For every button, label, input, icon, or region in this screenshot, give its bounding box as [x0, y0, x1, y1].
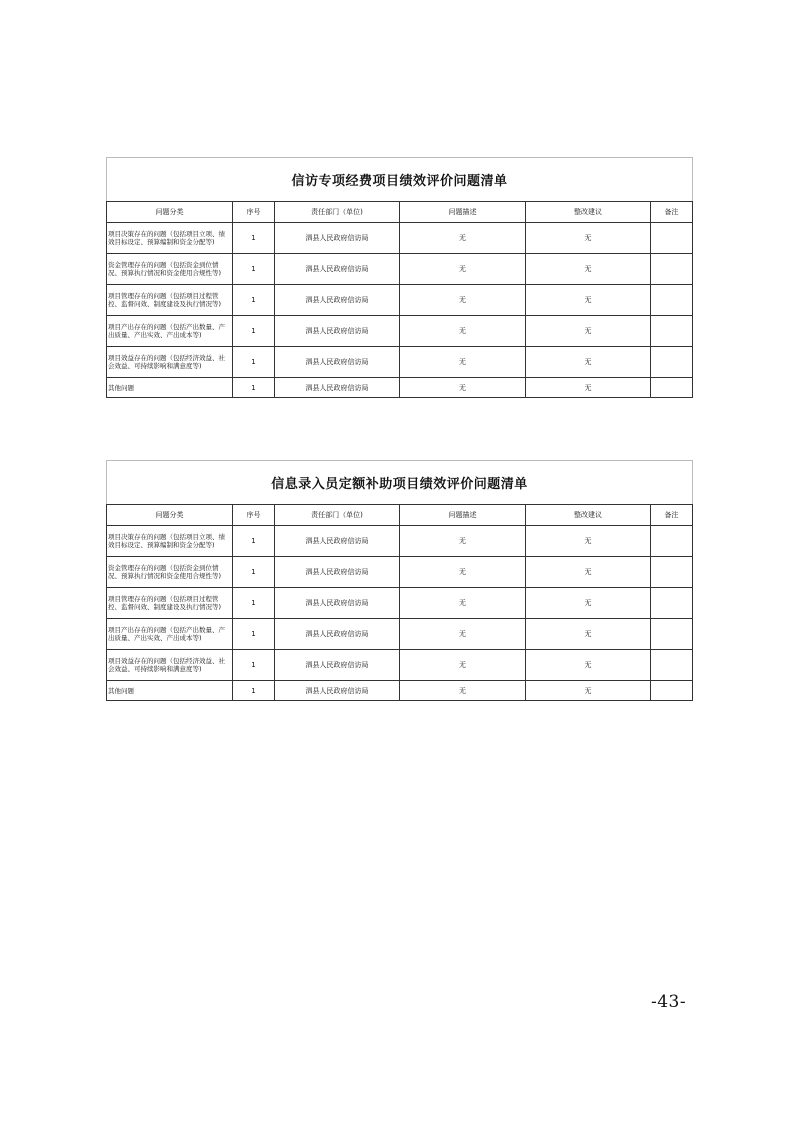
cell-category: 项目决策存在的问题（包括项目立项、绩效目标设定、预算编制和资金分配等) [107, 223, 233, 254]
cell-description: 无 [400, 588, 526, 619]
table-row [107, 619, 693, 650]
cell-note [651, 347, 693, 378]
cell-number: 1 [233, 619, 275, 650]
cell-category: 项目管理存在的问题（包括项目过程管控、监督问效、制度建设及执行情况等) [107, 588, 233, 619]
cell-category: 其他问题 [107, 681, 233, 701]
cell-suggestion: 无 [526, 681, 651, 701]
cell-category: 资金管理存在的问题（包括资金到位情况、预算执行情况和资金使用合规性等) [107, 557, 233, 588]
cell-number: 1 [233, 650, 275, 681]
cell-note [651, 619, 693, 650]
cell-suggestion: 无 [526, 316, 651, 347]
header-category: 问题分类 [107, 505, 233, 526]
cell-category: 项目效益存在的问题（包括经济效益、社会效益、可持续影响和满意度等) [107, 347, 233, 378]
header-department: 责任部门（单位) [275, 202, 400, 223]
header-description: 问题描述 [400, 505, 526, 526]
table-title: 信息录入员定额补助项目绩效评价问题清单 [107, 461, 693, 505]
cell-suggestion: 无 [526, 347, 651, 378]
cell-department: 泗县人民政府信访局 [275, 619, 400, 650]
table-row [107, 378, 693, 398]
cell-department: 泗县人民政府信访局 [275, 681, 400, 701]
table-row [107, 526, 693, 557]
cell-note [651, 285, 693, 316]
cell-suggestion: 无 [526, 619, 651, 650]
cell-category: 其他问题 [107, 378, 233, 398]
cell-description: 无 [400, 681, 526, 701]
cell-category: 项目产出存在的问题（包括产出数量、产出质量、产出实效、产出成本等) [107, 316, 233, 347]
table-row [107, 588, 693, 619]
cell-department: 泗县人民政府信访局 [275, 347, 400, 378]
header-suggestion: 整改建议 [526, 202, 651, 223]
header-description: 问题描述 [400, 202, 526, 223]
cell-description: 无 [400, 223, 526, 254]
header-suggestion: 整改建议 [526, 505, 651, 526]
cell-description: 无 [400, 316, 526, 347]
page-number: -43- [651, 992, 687, 1012]
table-header-row [107, 202, 693, 223]
issue-table-1 [106, 157, 693, 398]
cell-description: 无 [400, 619, 526, 650]
cell-department: 泗县人民政府信访局 [275, 557, 400, 588]
cell-number: 1 [233, 347, 275, 378]
cell-number: 1 [233, 588, 275, 619]
issue-table-2 [106, 460, 693, 701]
cell-suggestion: 无 [526, 223, 651, 254]
cell-suggestion: 无 [526, 588, 651, 619]
header-number: 序号 [233, 505, 275, 526]
cell-number: 1 [233, 378, 275, 398]
cell-suggestion: 无 [526, 254, 651, 285]
cell-department: 泗县人民政府信访局 [275, 254, 400, 285]
cell-number: 1 [233, 285, 275, 316]
table-row [107, 285, 693, 316]
table-row [107, 223, 693, 254]
cell-department: 泗县人民政府信访局 [275, 650, 400, 681]
cell-department: 泗县人民政府信访局 [275, 526, 400, 557]
cell-category: 项目决策存在的问题（包括项目立项、绩效目标设定、预算编制和资金分配等) [107, 526, 233, 557]
cell-note [651, 526, 693, 557]
cell-suggestion: 无 [526, 557, 651, 588]
cell-description: 无 [400, 347, 526, 378]
cell-department: 泗县人民政府信访局 [275, 223, 400, 254]
cell-note [651, 378, 693, 398]
cell-description: 无 [400, 526, 526, 557]
table-row [107, 650, 693, 681]
cell-note [651, 588, 693, 619]
cell-note [651, 223, 693, 254]
cell-description: 无 [400, 557, 526, 588]
cell-department: 泗县人民政府信访局 [275, 285, 400, 316]
cell-description: 无 [400, 285, 526, 316]
cell-category: 资金管理存在的问题（包括资金到位情况、预算执行情况和资金使用合规性等) [107, 254, 233, 285]
cell-number: 1 [233, 526, 275, 557]
cell-description: 无 [400, 254, 526, 285]
header-department: 责任部门（单位) [275, 505, 400, 526]
cell-department: 泗县人民政府信访局 [275, 316, 400, 347]
table-title: 信访专项经费项目绩效评价问题清单 [107, 158, 693, 202]
table-row [107, 254, 693, 285]
header-category: 问题分类 [107, 202, 233, 223]
cell-note [651, 557, 693, 588]
header-note: 备注 [651, 202, 693, 223]
cell-number: 1 [233, 223, 275, 254]
cell-number: 1 [233, 254, 275, 285]
cell-suggestion: 无 [526, 285, 651, 316]
cell-note [651, 681, 693, 701]
cell-note [651, 316, 693, 347]
cell-number: 1 [233, 557, 275, 588]
cell-category: 项目管理存在的问题（包括项目过程管控、监督问效、制度建设及执行情况等) [107, 285, 233, 316]
cell-note [651, 650, 693, 681]
cell-department: 泗县人民政府信访局 [275, 588, 400, 619]
table-row [107, 316, 693, 347]
header-number: 序号 [233, 202, 275, 223]
table-row [107, 681, 693, 701]
table-header-row [107, 505, 693, 526]
cell-note [651, 254, 693, 285]
cell-description: 无 [400, 378, 526, 398]
cell-suggestion: 无 [526, 526, 651, 557]
cell-suggestion: 无 [526, 378, 651, 398]
cell-description: 无 [400, 650, 526, 681]
table-row [107, 557, 693, 588]
cell-department: 泗县人民政府信访局 [275, 378, 400, 398]
cell-number: 1 [233, 681, 275, 701]
header-note: 备注 [651, 505, 693, 526]
cell-suggestion: 无 [526, 650, 651, 681]
cell-number: 1 [233, 316, 275, 347]
cell-category: 项目效益存在的问题（包括经济效益、社会效益、可持续影响和满意度等) [107, 650, 233, 681]
cell-category: 项目产出存在的问题（包括产出数量、产出质量、产出实效、产出成本等) [107, 619, 233, 650]
table-row [107, 347, 693, 378]
